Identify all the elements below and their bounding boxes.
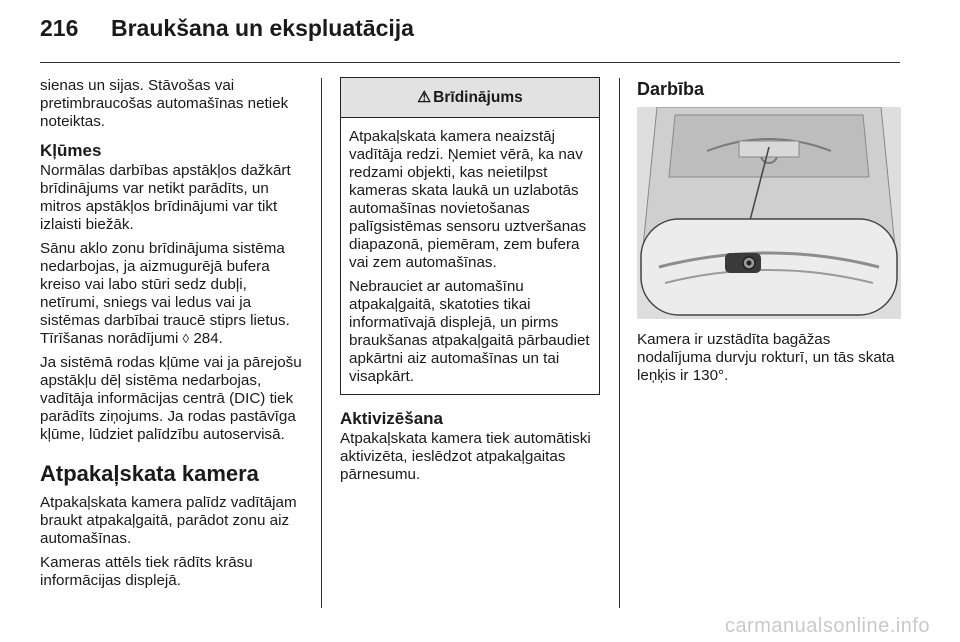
faults-paragraph-1: Normālas darbības apstākļos dažkārt brīdinājums var netikt parādīts, un mitros apstākļos brīdinājumi var tikt izlaisti biežāk. [40, 162, 291, 233]
page-reference-icon: ◊ [182, 331, 190, 346]
camera-paragraph-2: Kameras attēls tiek rādīts krāsu informācijas displejā. [40, 554, 253, 589]
faults-paragraph-2-text: Sānu aklo zonu brīdinājuma sistēma nedarbojas, ja aizmugurējā bufera kreiso vai labo stūri sedz dubļi, netīrumi, sniegs vai ledus vai ja sistēmas darbībai traucē stiprs lietus. Tīrīšanas norādījumi [40, 240, 290, 347]
warning-paragraph-2: Nebrauciet ar automašīnu atpakaļgaitā, skatoties tikai informatīvajā displejā, un pirms braukšanas atpakaļgaitā pārbaudiet apkārtni aiz automašīnas un tai visapkārt. [349, 278, 590, 385]
column-3 [637, 77, 901, 391]
column-2 [340, 77, 602, 490]
faults-paragraph-3: Ja sistēmā rodas kļūme vai ja pārejošu apstākļu dēļ sistēma nedarbojas, vadītāja informācijas centrā (DIC) tiek parādīts ziņojums. Ja rodas pastāvīga kļūme, lūdziet palīdzību autoservisā. [40, 354, 302, 443]
warning-body [341, 118, 599, 394]
warning-triangle-icon: ⚠ [417, 88, 432, 106]
column-1 [40, 77, 306, 596]
activation-heading: Aktivizēšana [340, 409, 443, 428]
page-reference-link[interactable]: 284. [193, 330, 223, 347]
activation-paragraph: Atpakaļskata kamera tiek automātiski aktivizēta, ieslēdzot atpakaļgaitas pārnesumu. [340, 430, 591, 483]
warning-header [341, 78, 599, 118]
warning-paragraph-1: Atpakaļskata kamera neaizstāj vadītāja redzi. Ņemiet vērā, ka nav redzami objekti, kas neietilpst kameras skata laukā un uzlabotās automašīnas novietošanas palīgsistēmas sensoru uztveršanas diapazonā, piemēram, zem bufera vai zem automašīnas. [349, 128, 587, 271]
warning-box [340, 77, 600, 395]
header-rule [40, 62, 900, 63]
camera-section-heading: Atpakaļskata kamera [40, 461, 259, 486]
operation-paragraph: Kamera ir uzstādīta bagāžas nodalījuma durvju rokturī, un tās skata leņķis ir 130°. [637, 331, 895, 384]
column-divider-2 [619, 78, 620, 608]
column-divider-1 [321, 78, 322, 608]
operation-heading: Darbība [637, 79, 705, 99]
chapter-title: Braukšana un ekspluatācija [111, 15, 414, 41]
page-number: 216 [40, 15, 79, 41]
warning-title: Brīdinājums [433, 88, 523, 106]
intro-paragraph: sienas un sijas. Stāvošas vai pretimbraucošas automašīnas netiek noteiktas. [40, 77, 289, 130]
camera-paragraph-1: Atpakaļskata kamera palīdz vadītājam braukt atpakaļgaitā, parādot zonu aiz automašīnas. [40, 494, 297, 547]
faults-paragraph-2 [40, 240, 306, 348]
rear-camera-illustration [637, 107, 901, 319]
watermark: carmanualsonline.info [724, 615, 930, 637]
page-header [0, 0, 960, 60]
faults-heading: Kļūmes [40, 141, 102, 160]
